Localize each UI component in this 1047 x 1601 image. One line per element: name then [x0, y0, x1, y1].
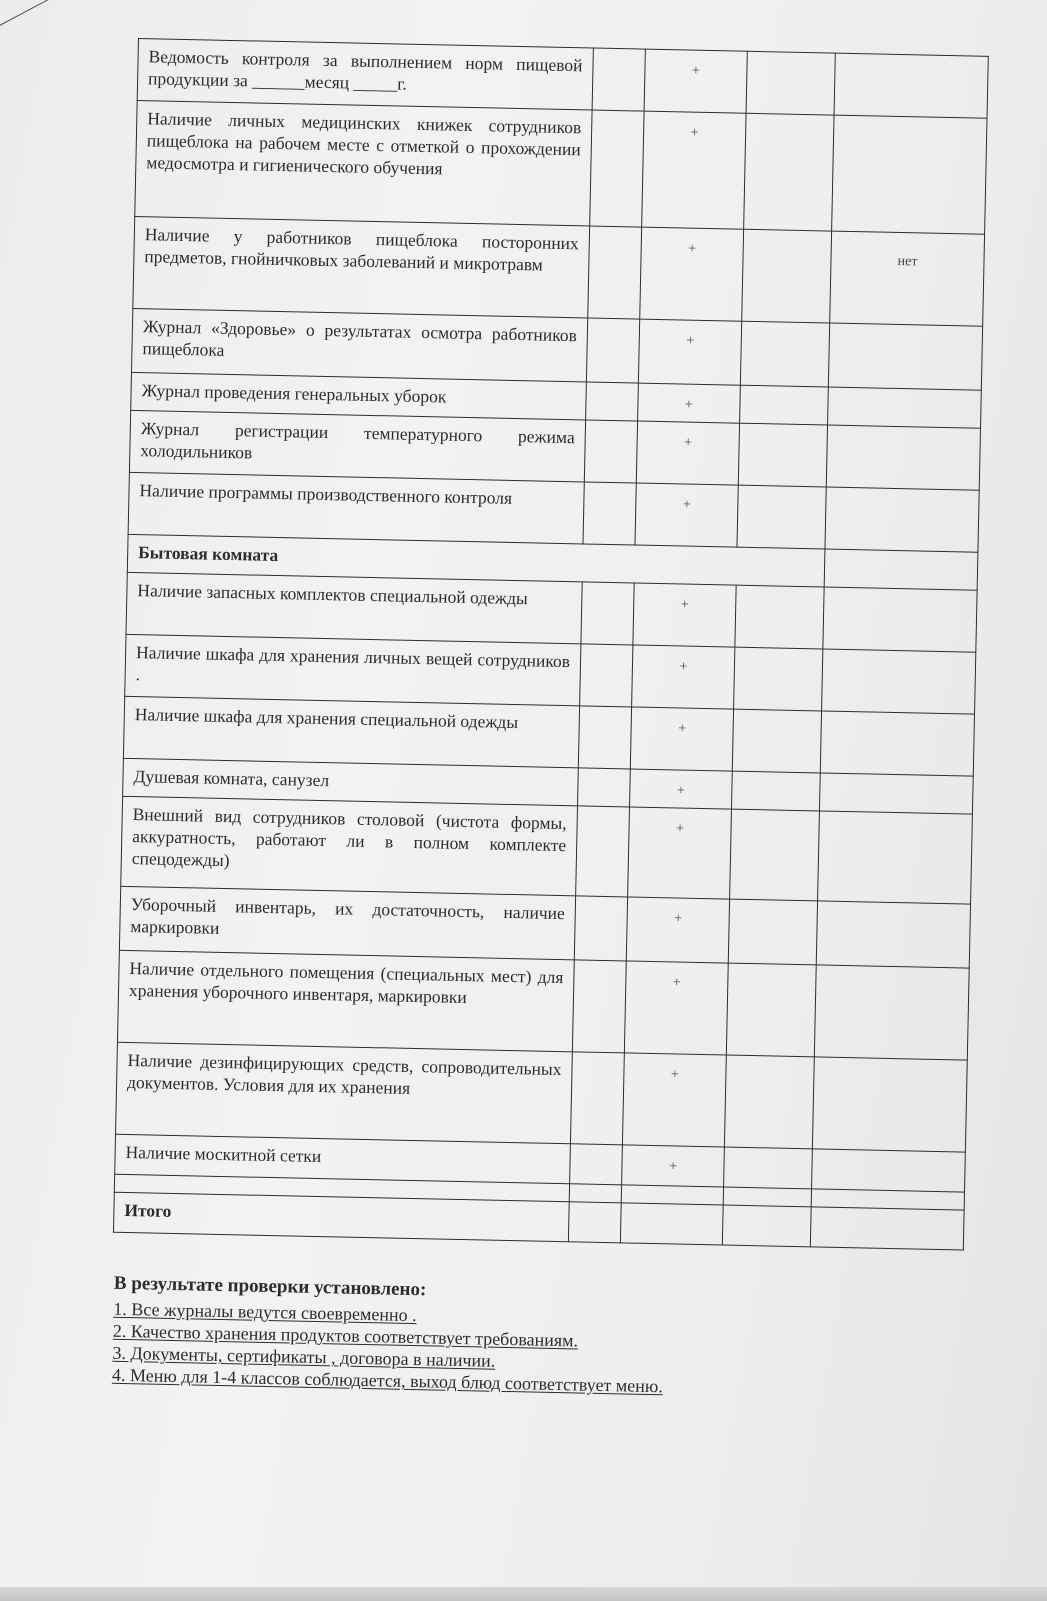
empty-cell: [737, 485, 826, 549]
empty-cell: [822, 649, 976, 714]
empty-cell: [580, 644, 633, 707]
empty-cell: [816, 901, 970, 968]
empty-cell: [569, 1184, 621, 1203]
empty-cell: [735, 585, 824, 649]
empty-cell: [581, 582, 634, 645]
empty-cell: [570, 1144, 623, 1185]
row-label: Наличие шкафа для хранения специальной одежды: [123, 696, 579, 768]
check-mark: +: [626, 897, 729, 963]
check-mark: +: [644, 49, 747, 113]
row-label: Душевая комната, санузел: [123, 758, 579, 806]
empty-cell: [578, 768, 631, 807]
fold-line: [0, 0, 70, 31]
empty-cell: [576, 806, 630, 897]
check-mark: +: [632, 645, 735, 709]
row-label: Наличие личных медицинских книжек сотрудников пищеблока на рабочем месте с отметкой о прохождении медосмотра и гигиенического обучения: [135, 100, 592, 226]
check-mark: +: [622, 1053, 726, 1147]
table-row: [135, 100, 987, 234]
row-label: Наличие дезинфицирующих средств, сопроводительных документов. Условия для их хранения: [116, 1042, 573, 1144]
empty-cell: [592, 48, 645, 111]
checklist-table: [113, 38, 989, 1251]
empty-cell: [731, 771, 820, 811]
empty-cell: [723, 1187, 811, 1207]
check-mark: +: [630, 707, 733, 771]
row-note: [828, 323, 982, 390]
section-title: Бытовая комната: [127, 534, 825, 587]
conclusion-item: 4. Меню для 1-4 классов соблюдается, выход блюд соответствует меню.: [111, 1364, 664, 1397]
table-row: [121, 796, 973, 904]
empty-cell: [570, 1052, 624, 1145]
row-label: Наличие у работников пищеблока посторонних предметов, гнойничковых заболеваний и микротравм: [133, 216, 590, 318]
empty-cell: [732, 709, 821, 773]
check-mark: +: [642, 111, 746, 229]
empty-cell: [588, 226, 642, 319]
bottom-edge-shadow: [0, 1587, 1047, 1601]
empty-cell: [814, 965, 969, 1060]
total-label: Итого: [113, 1192, 569, 1242]
check-mark: +: [635, 483, 738, 547]
empty-cell: [572, 960, 626, 1053]
empty-cell: [746, 51, 835, 115]
empty-cell: [586, 318, 639, 383]
empty-cell: [728, 899, 817, 965]
check-mark: +: [628, 807, 732, 899]
row-label: Журнал «Здоровье» о результатах осмотра работников пищеблока: [131, 308, 587, 382]
empty-cell: [730, 809, 820, 901]
row-note: [834, 53, 988, 118]
empty-cell: [740, 321, 829, 387]
check-mark: +: [624, 961, 728, 1055]
empty-cell: [584, 420, 637, 483]
row-note: [826, 425, 980, 490]
row-label: Журнал регистрации температурного режима холодильников: [129, 410, 585, 482]
row-label: Наличие программы производственного контроля: [128, 472, 584, 544]
empty-cell: [722, 1205, 811, 1247]
conclusion-item: 1. Все журналы ведутся своевременно .: [113, 1298, 417, 1326]
row-note: [832, 115, 987, 234]
empty-cell: [590, 110, 644, 227]
row-label: Уборочный инвентарь, их достаточность, наличие маркировки: [119, 886, 575, 960]
empty-cell: [578, 706, 631, 769]
empty-cell: [820, 711, 974, 776]
empty-cell: [742, 229, 832, 323]
empty-cell: [724, 1055, 814, 1149]
row-note: нет: [830, 231, 985, 326]
empty-cell: [810, 1207, 964, 1250]
empty-cell: [724, 1147, 813, 1189]
empty-cell: [824, 549, 978, 590]
empty-cell: [620, 1203, 723, 1245]
empty-cell: [812, 1149, 966, 1192]
empty-cell: [823, 587, 977, 652]
conclusion-title: В результате проверки установлено:: [113, 1272, 427, 1301]
empty-cell: [726, 963, 816, 1057]
row-label: Журнал проведения генеральных уборок: [131, 372, 587, 420]
empty-cell: [568, 1202, 621, 1243]
empty-cell: [818, 811, 973, 904]
conclusion-item: 3. Документы, сертификаты , договора в наличии.: [112, 1342, 496, 1371]
conclusion-item: 2. Качество хранения продуктов соответствует требованиям.: [112, 1320, 579, 1351]
check-mark: +: [633, 583, 736, 647]
row-note: [825, 487, 979, 552]
empty-cell: [744, 113, 834, 231]
check-mark: +: [638, 319, 741, 385]
row-note: [828, 387, 982, 428]
empty-cell: [586, 382, 639, 421]
empty-cell: [740, 385, 829, 425]
empty-cell: [734, 647, 823, 711]
empty-cell: [621, 1185, 723, 1205]
table-row: [133, 216, 985, 326]
row-label: Наличие москитной сетки: [115, 1134, 571, 1184]
check-mark: +: [636, 421, 739, 485]
conclusion-block: [112, 1273, 962, 1404]
row-label: Ведомость контроля за выполнением норм пищевой продукции за ______месяц _____г.: [137, 39, 593, 111]
table-row: [116, 1042, 968, 1152]
check-mark: +: [622, 1145, 725, 1187]
check-mark: +: [638, 383, 741, 423]
table-row: [117, 950, 969, 1060]
empty-cell: [819, 773, 973, 814]
row-label: Внешний вид сотрудников столовой (чистота формы, аккуратность, работают ли в полном комплекте спецодежды): [121, 796, 578, 896]
empty-cell: [574, 896, 627, 961]
check-mark: +: [630, 769, 733, 809]
row-label: Наличие отдельного помещения (специальных мест) для хранения уборочного инвентаря, маркировки: [117, 950, 574, 1052]
checklist-document: [110, 38, 988, 1404]
row-label: Наличие запасных комплектов специальной одежды: [126, 572, 582, 644]
check-mark: +: [640, 227, 744, 321]
empty-cell: [812, 1057, 967, 1152]
empty-cell: [583, 482, 636, 545]
empty-cell: [738, 423, 827, 487]
row-label: Наличие шкафа для хранения личных вещей сотрудников .: [125, 634, 581, 706]
